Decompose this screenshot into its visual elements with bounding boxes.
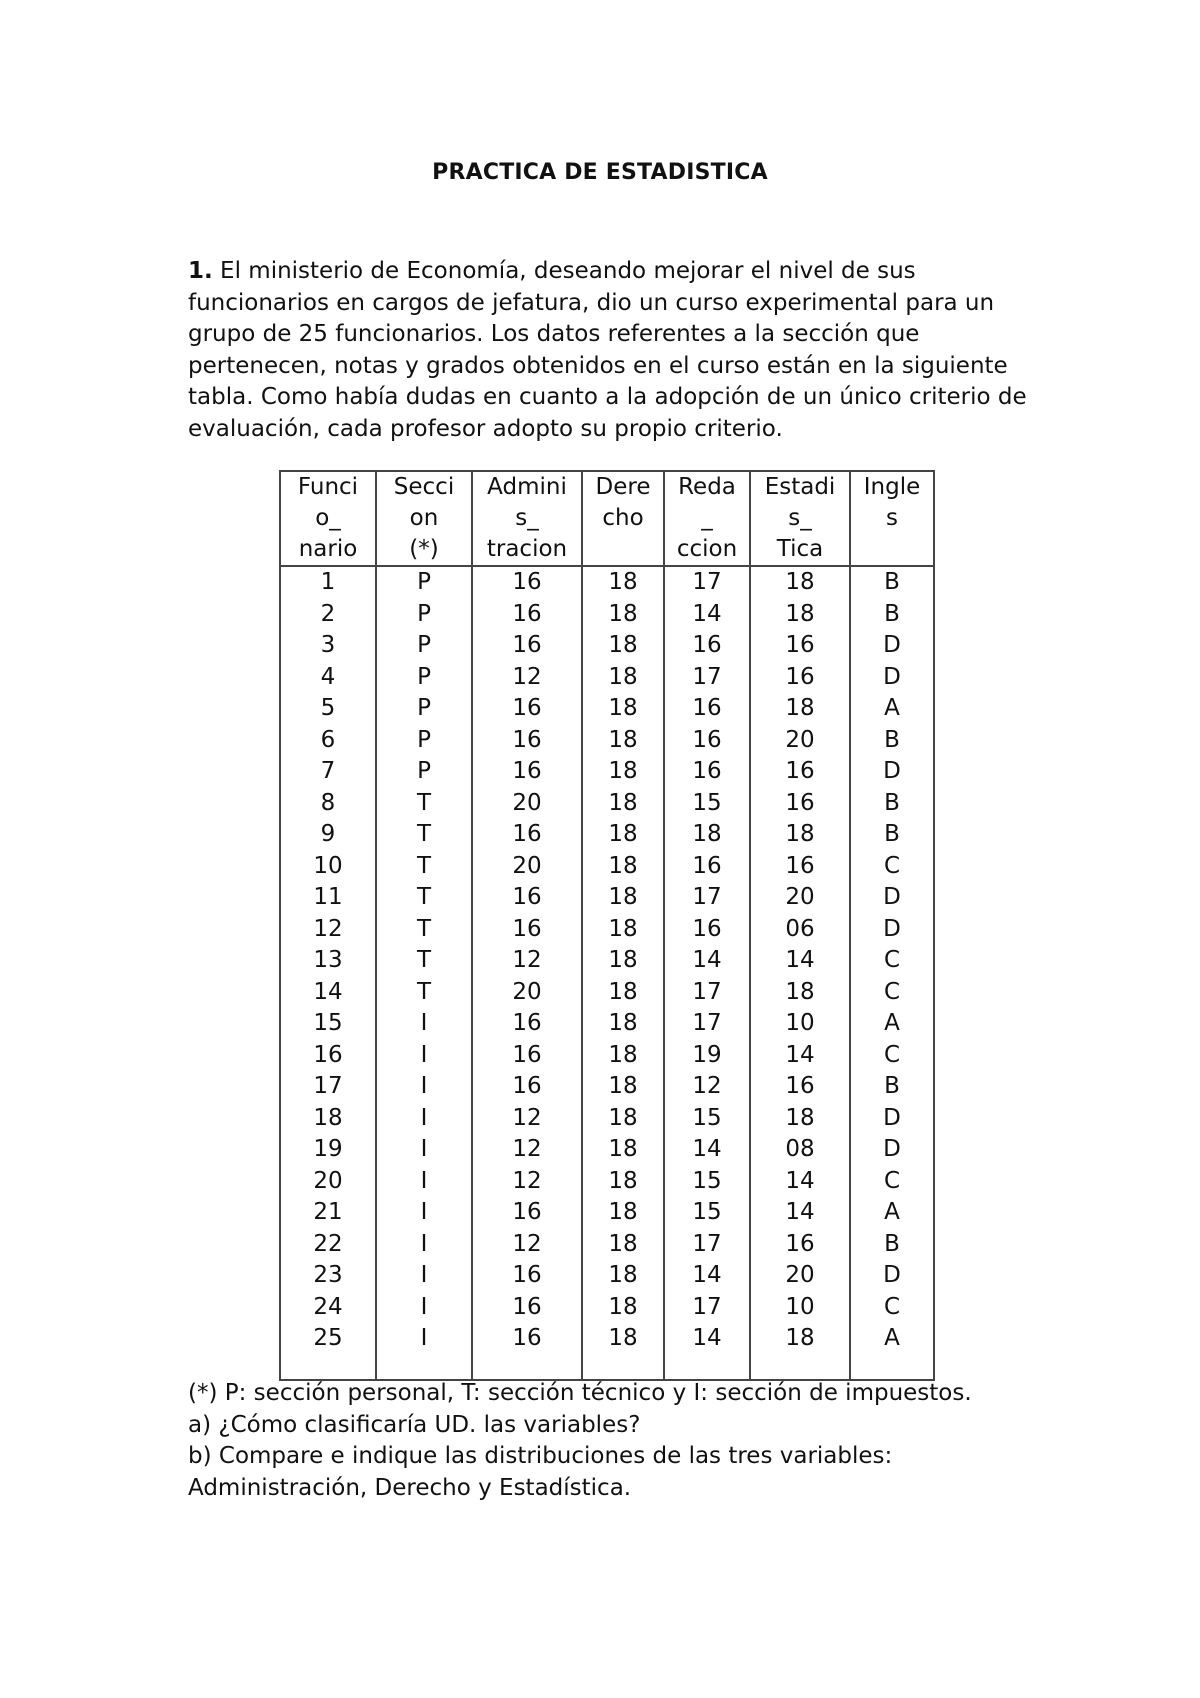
cell-funcionario: 11 — [280, 882, 376, 914]
cell-funcionario: 16 — [280, 1040, 376, 1072]
cell-seccion: T — [376, 914, 472, 946]
cell-funcionario: 19 — [280, 1134, 376, 1166]
cell-derecho: 18 — [582, 1197, 664, 1229]
table-row — [280, 1071, 934, 1103]
cell-funcionario: 12 — [280, 914, 376, 946]
cell-seccion: I — [376, 1071, 472, 1103]
cell-administracion: 16 — [472, 882, 582, 914]
cell-estadistica: 18 — [750, 977, 850, 1009]
cell-administracion: 12 — [472, 1166, 582, 1198]
cell-funcionario: 20 — [280, 1166, 376, 1198]
table-row — [280, 882, 934, 914]
cell-administracion: 16 — [472, 725, 582, 757]
cell-ingles: D — [850, 1260, 934, 1292]
cell-administracion: 16 — [472, 1071, 582, 1103]
cell-seccion: I — [376, 1166, 472, 1198]
cell-administracion: 16 — [472, 1008, 582, 1040]
cell-funcionario: 23 — [280, 1260, 376, 1292]
cell-derecho: 18 — [582, 819, 664, 851]
cell-ingles: C — [850, 945, 934, 977]
cell-administracion: 12 — [472, 1103, 582, 1135]
cell-estadistica: 18 — [750, 1103, 850, 1135]
cell-redaccion: 16 — [664, 693, 750, 725]
cell-derecho: 18 — [582, 725, 664, 757]
cell-redaccion: 19 — [664, 1040, 750, 1072]
cell-administracion: 16 — [472, 599, 582, 631]
cell-seccion: P — [376, 756, 472, 788]
cell-redaccion: 14 — [664, 945, 750, 977]
cell-ingles: D — [850, 914, 934, 946]
data-table-container — [279, 470, 935, 1381]
cell-derecho: 18 — [582, 1292, 664, 1324]
cell-ingles: B — [850, 1229, 934, 1261]
cell-derecho: 18 — [582, 914, 664, 946]
cell-derecho: 18 — [582, 1260, 664, 1292]
question-b: b) Compare e indique las distribuciones de las tres variables: Administración, Derecho y Estadística. — [188, 1443, 893, 1501]
cell-estadistica: 16 — [750, 788, 850, 820]
cell-redaccion: 17 — [664, 1292, 750, 1324]
footnote-sections: (*) P: sección personal, T: sección técnico y I: sección de impuestos. — [188, 1380, 972, 1406]
cell-redaccion: 17 — [664, 566, 750, 599]
cell-estadistica: 16 — [750, 1229, 850, 1261]
cell-funcionario: 3 — [280, 630, 376, 662]
cell-funcionario: 24 — [280, 1292, 376, 1324]
table-row — [280, 693, 934, 725]
cell-ingles: B — [850, 566, 934, 599]
table-row — [280, 851, 934, 883]
cell-derecho: 18 — [582, 662, 664, 694]
cell-redaccion: 16 — [664, 630, 750, 662]
cell-seccion: I — [376, 1103, 472, 1135]
cell-derecho: 18 — [582, 566, 664, 599]
cell-funcionario: 8 — [280, 788, 376, 820]
header-ingles: Ingle s — [850, 471, 934, 566]
cell-derecho: 18 — [582, 1134, 664, 1166]
table-row — [280, 630, 934, 662]
cell-administracion: 16 — [472, 1323, 582, 1355]
cell-derecho: 18 — [582, 1008, 664, 1040]
cell-ingles: D — [850, 630, 934, 662]
table-row — [280, 945, 934, 977]
cell-redaccion: 15 — [664, 1103, 750, 1135]
table-bottom-spacer — [280, 1355, 934, 1380]
table-row — [280, 1040, 934, 1072]
cell-derecho: 18 — [582, 977, 664, 1009]
cell-ingles: A — [850, 693, 934, 725]
cell-estadistica: 14 — [750, 1166, 850, 1198]
table-row — [280, 1166, 934, 1198]
cell-redaccion: 16 — [664, 756, 750, 788]
cell-administracion: 16 — [472, 693, 582, 725]
cell-estadistica: 16 — [750, 756, 850, 788]
cell-administracion: 16 — [472, 914, 582, 946]
cell-administracion: 16 — [472, 1040, 582, 1072]
cell-seccion: P — [376, 566, 472, 599]
cell-estadistica: 18 — [750, 1323, 850, 1355]
cell-ingles: C — [850, 1040, 934, 1072]
cell-estadistica: 14 — [750, 1040, 850, 1072]
cell-seccion: P — [376, 599, 472, 631]
cell-estadistica: 20 — [750, 882, 850, 914]
cell-derecho: 18 — [582, 1166, 664, 1198]
cell-seccion: I — [376, 1197, 472, 1229]
cell-funcionario: 9 — [280, 819, 376, 851]
grades-table — [279, 470, 935, 1381]
cell-redaccion: 18 — [664, 819, 750, 851]
cell-derecho: 18 — [582, 1323, 664, 1355]
cell-redaccion: 17 — [664, 882, 750, 914]
cell-ingles: C — [850, 977, 934, 1009]
table-row — [280, 599, 934, 631]
cell-funcionario: 25 — [280, 1323, 376, 1355]
cell-funcionario: 21 — [280, 1197, 376, 1229]
table-row — [280, 819, 934, 851]
intro-paragraph — [188, 256, 1048, 445]
cell-ingles: B — [850, 788, 934, 820]
table-row — [280, 725, 934, 757]
cell-funcionario: 4 — [280, 662, 376, 694]
cell-derecho: 18 — [582, 851, 664, 883]
intro-text: El ministerio de Economía, deseando mejorar el nivel de sus funcionarios en cargos de jefatura, dio un curso experimental para un grupo de 25 funcionarios. Los datos referentes a la sección que pertenecen, notas y grados obtenidos en el curso están en la siguiente tabla. Como había dudas en cuanto a la adopción de un único criterio de evaluación, cada profesor adopto su propio criterio. — [188, 258, 1027, 442]
cell-ingles: D — [850, 1134, 934, 1166]
cell-estadistica: 20 — [750, 725, 850, 757]
cell-funcionario: 6 — [280, 725, 376, 757]
cell-estadistica: 18 — [750, 693, 850, 725]
cell-derecho: 18 — [582, 1071, 664, 1103]
cell-estadistica: 08 — [750, 1134, 850, 1166]
cell-derecho: 18 — [582, 882, 664, 914]
cell-estadistica: 16 — [750, 851, 850, 883]
cell-seccion: I — [376, 1008, 472, 1040]
table-row — [280, 977, 934, 1009]
cell-estadistica: 18 — [750, 566, 850, 599]
cell-redaccion: 17 — [664, 1008, 750, 1040]
cell-seccion: P — [376, 662, 472, 694]
cell-administracion: 12 — [472, 1229, 582, 1261]
table-row — [280, 1134, 934, 1166]
cell-funcionario: 18 — [280, 1103, 376, 1135]
cell-ingles: A — [850, 1008, 934, 1040]
header-redaccion: Reda _ ccion — [664, 471, 750, 566]
table-row — [280, 566, 934, 599]
cell-seccion: P — [376, 630, 472, 662]
table-row — [280, 1323, 934, 1355]
cell-funcionario: 13 — [280, 945, 376, 977]
cell-administracion: 16 — [472, 1260, 582, 1292]
cell-funcionario: 22 — [280, 1229, 376, 1261]
table-body — [280, 566, 934, 1380]
cell-estadistica: 06 — [750, 914, 850, 946]
header-administracion: Admini s_ tracion — [472, 471, 582, 566]
cell-administracion: 16 — [472, 819, 582, 851]
cell-administracion: 16 — [472, 630, 582, 662]
cell-administracion: 16 — [472, 756, 582, 788]
cell-redaccion: 16 — [664, 914, 750, 946]
table-row — [280, 1197, 934, 1229]
cell-redaccion: 14 — [664, 1260, 750, 1292]
cell-derecho: 18 — [582, 1040, 664, 1072]
cell-ingles: B — [850, 599, 934, 631]
cell-administracion: 12 — [472, 945, 582, 977]
table-row — [280, 662, 934, 694]
cell-redaccion: 16 — [664, 725, 750, 757]
cell-ingles: D — [850, 1103, 934, 1135]
table-header-row — [280, 471, 934, 566]
cell-administracion: 20 — [472, 977, 582, 1009]
cell-ingles: B — [850, 819, 934, 851]
cell-ingles: D — [850, 662, 934, 694]
cell-redaccion: 15 — [664, 788, 750, 820]
cell-funcionario: 15 — [280, 1008, 376, 1040]
cell-estadistica: 16 — [750, 1071, 850, 1103]
cell-estadistica: 16 — [750, 630, 850, 662]
cell-funcionario: 2 — [280, 599, 376, 631]
table-row — [280, 1229, 934, 1261]
page-title: PRACTICA DE ESTADISTICA — [432, 160, 768, 185]
cell-estadistica: 16 — [750, 662, 850, 694]
cell-redaccion: 16 — [664, 851, 750, 883]
table-row — [280, 1292, 934, 1324]
cell-seccion: I — [376, 1040, 472, 1072]
cell-ingles: D — [850, 756, 934, 788]
header-seccion: Secci on (*) — [376, 471, 472, 566]
cell-redaccion: 17 — [664, 662, 750, 694]
header-derecho: Dere cho — [582, 471, 664, 566]
cell-derecho: 18 — [582, 599, 664, 631]
cell-ingles: A — [850, 1197, 934, 1229]
cell-seccion: T — [376, 882, 472, 914]
cell-administracion: 16 — [472, 1197, 582, 1229]
cell-seccion: T — [376, 788, 472, 820]
cell-ingles: C — [850, 1166, 934, 1198]
cell-ingles: C — [850, 851, 934, 883]
cell-seccion: T — [376, 851, 472, 883]
header-estadistica: Estadi s_ Tica — [750, 471, 850, 566]
cell-derecho: 18 — [582, 788, 664, 820]
cell-estadistica: 14 — [750, 945, 850, 977]
cell-seccion: T — [376, 945, 472, 977]
cell-funcionario: 10 — [280, 851, 376, 883]
table-row — [280, 1260, 934, 1292]
table-row — [280, 756, 934, 788]
cell-redaccion: 17 — [664, 1229, 750, 1261]
header-funcionario: Funci o_ nario — [280, 471, 376, 566]
cell-seccion: I — [376, 1292, 472, 1324]
cell-redaccion: 15 — [664, 1197, 750, 1229]
cell-estadistica: 10 — [750, 1292, 850, 1324]
table-row — [280, 788, 934, 820]
cell-redaccion: 14 — [664, 599, 750, 631]
cell-administracion: 12 — [472, 1134, 582, 1166]
cell-estadistica: 20 — [750, 1260, 850, 1292]
table-row — [280, 1103, 934, 1135]
cell-ingles: B — [850, 725, 934, 757]
cell-redaccion: 15 — [664, 1166, 750, 1198]
cell-redaccion: 14 — [664, 1134, 750, 1166]
cell-derecho: 18 — [582, 693, 664, 725]
cell-redaccion: 17 — [664, 977, 750, 1009]
question-a: a) ¿Cómo clasificaría UD. las variables? — [188, 1411, 641, 1438]
cell-administracion: 20 — [472, 851, 582, 883]
cell-administracion: 16 — [472, 1292, 582, 1324]
cell-funcionario: 14 — [280, 977, 376, 1009]
cell-estadistica: 10 — [750, 1008, 850, 1040]
cell-ingles: B — [850, 1071, 934, 1103]
cell-funcionario: 5 — [280, 693, 376, 725]
cell-redaccion: 12 — [664, 1071, 750, 1103]
cell-derecho: 18 — [582, 1229, 664, 1261]
cell-seccion: P — [376, 725, 472, 757]
cell-redaccion: 14 — [664, 1323, 750, 1355]
cell-seccion: T — [376, 819, 472, 851]
cell-estadistica: 14 — [750, 1197, 850, 1229]
cell-estadistica: 18 — [750, 599, 850, 631]
cell-derecho: 18 — [582, 630, 664, 662]
cell-seccion: T — [376, 977, 472, 1009]
cell-administracion: 20 — [472, 788, 582, 820]
footnotes — [188, 1378, 1048, 1504]
cell-seccion: I — [376, 1323, 472, 1355]
cell-ingles: A — [850, 1323, 934, 1355]
cell-funcionario: 1 — [280, 566, 376, 599]
cell-derecho: 18 — [582, 1103, 664, 1135]
cell-administracion: 12 — [472, 662, 582, 694]
question-number: 1. — [188, 258, 213, 284]
cell-funcionario: 17 — [280, 1071, 376, 1103]
cell-seccion: P — [376, 693, 472, 725]
cell-seccion: I — [376, 1260, 472, 1292]
cell-administracion: 16 — [472, 566, 582, 599]
cell-seccion: I — [376, 1134, 472, 1166]
cell-ingles: C — [850, 1292, 934, 1324]
cell-ingles: D — [850, 882, 934, 914]
cell-seccion: I — [376, 1229, 472, 1261]
table-row — [280, 914, 934, 946]
cell-derecho: 18 — [582, 945, 664, 977]
cell-funcionario: 7 — [280, 756, 376, 788]
cell-estadistica: 18 — [750, 819, 850, 851]
table-row — [280, 1008, 934, 1040]
cell-derecho: 18 — [582, 756, 664, 788]
